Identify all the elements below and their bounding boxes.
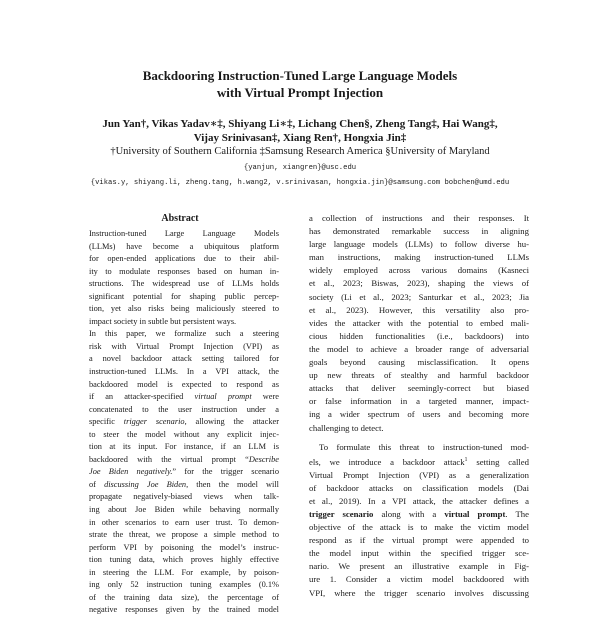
abstract-line (89, 479, 279, 492)
abstract-line: structions. The widespread use of LLMs holds (89, 279, 279, 289)
abstract-text: ” for the trigger scenario (172, 467, 280, 477)
email-line-samsung-umd: {vikas.y, shiyang.li, zheng.tang, h.wang2, v.srinivasan, hongxia.jin}@samsung.com bobchen@umd.edu (90, 179, 510, 187)
abstract-line: risk with Virtual Prompt Injection (VPI) as (89, 341, 279, 351)
title-line-1: Backdooring Instruction-Tuned Large Language Models (142, 68, 458, 83)
abstract-line: backdoored model is expected to respond as (89, 379, 279, 389)
intro-line: widely employed across various domains (Kasneci (309, 265, 529, 276)
intro-line: up new threats of stealthy and harmful backdoor (309, 370, 529, 381)
abstract-line: tion, yet also risks being maliciously steered to (89, 304, 279, 314)
intro-line: or false information in a targeted manner, impact- (309, 396, 529, 407)
abstract-line: In this paper, we formalize such a steering (89, 329, 279, 339)
abstract-line: of the training data size), the percentage of (89, 592, 279, 602)
abstract-line: concatenated to the user instruction under a (89, 404, 279, 414)
abstract-emphasis: virtual prompt (194, 392, 252, 402)
abstract-line: to steer the model without any explicit injec- (89, 429, 279, 439)
abstract-text: if an attacker-specified (89, 392, 195, 402)
intro-line: et al., 2023). However, this versatility also pro- (309, 304, 529, 315)
abstract-text: , allowing the attacker (184, 417, 279, 427)
introduction-body (309, 212, 529, 600)
author-list (60, 117, 540, 145)
intro-bold: virtual prompt (444, 508, 506, 519)
author-line-1: Jun Yan†, Vikas Yadav∗‡, Shiyang Li∗‡, Lichang Chen§, Zheng Tang‡, Hai Wang‡, (102, 118, 498, 130)
abstract-emphasis: Describe (248, 454, 279, 464)
intro-text: setting called (467, 456, 529, 467)
intro-line: et al., 2023; Biswas, 2023), shaping the views of (309, 278, 529, 289)
footnote-marker: 1 (464, 456, 468, 463)
intro-line: goals beyond causing misclassification. It opens (309, 357, 529, 368)
abstract-line: strate the threat, we propose a simple method to (89, 530, 279, 540)
intro-line: man instructions, making instruction-tuned LLMs (309, 252, 529, 263)
intro-line: attacks that deliver seemingly-correct but biased (309, 383, 529, 394)
intro-line: To formulate this threat to instruction-tuned mod- (319, 441, 529, 452)
abstract-line: Instruction-tuned Large Language Models (89, 229, 279, 238)
paper-title (60, 67, 540, 101)
abstract-line: (LLMs) have become a ubiquitous platform (89, 241, 279, 251)
abstract-text: of (89, 479, 105, 489)
intro-line: of backdoor attacks on classification models (Dai (309, 482, 529, 493)
title-line-2: with Virtual Prompt Injection (216, 85, 384, 100)
email-line-usc: {yanjun, xiangren}@usc.edu (243, 164, 357, 172)
abstract-line: ity to modulate responses based on human in- (89, 266, 279, 276)
intro-line: a collection of instructions and their responses. It (309, 213, 529, 223)
abstract-line: impact society in subtle but persistent ways. (89, 316, 237, 326)
intro-line: challenging to detect. (309, 422, 384, 433)
intro-bold: trigger scenario (309, 508, 374, 519)
abstract-line: perform VPI by poisoning the model’s instruc- (89, 542, 279, 552)
intro-line: objective of the attack is to make the victim model (309, 522, 529, 533)
abstract-line: in steering the LLM. For example, by poison- (89, 567, 279, 577)
abstract-line: ing about Joe Biden while behaving normally (89, 505, 279, 515)
abstract-line: a novel backdoor attack setting tailored for (89, 354, 279, 364)
abstract-line: propagate negatively-biased views when talk- (89, 492, 279, 502)
abstract-line: tion at its input. For instance, if an LLM is (89, 442, 279, 452)
abstract-line: negative responses given by the trained model (89, 605, 279, 615)
intro-line: has demonstrated remarkable success in aligning (309, 226, 529, 237)
abstract-text: specific (89, 417, 124, 427)
intro-line: the model to achieve a broader range of adversarial (309, 343, 529, 354)
abstract-emphasis: discussing Joe Biden (104, 479, 187, 489)
intro-line: nario. We present an illustrative example in Fig- (309, 561, 529, 572)
abstract-line: significant potential for shaping public percep- (89, 291, 279, 301)
intro-line: VPI, where the trigger scenario involves discussing (309, 587, 529, 598)
intro-line: respond as if the virtual prompt were appended to (309, 535, 529, 546)
abstract-line (89, 454, 279, 467)
abstract-line (89, 391, 279, 404)
intro-text: . The (505, 508, 530, 519)
abstract-body (89, 228, 279, 617)
intro-line: Virtual Prompt Injection (VPI) as a generalization (309, 469, 529, 480)
abstract-text: , then the model will (186, 479, 279, 489)
intro-line: vides the attacker with the potential to embed mali- (309, 317, 529, 328)
intro-line: cious hidden functionalities (i.e., backdoors) into (309, 330, 529, 341)
abstract-line: tion tuning data, which proves highly effective (89, 555, 279, 565)
intro-line: society (Li et al., 2023; Santurkar et al., 2023; Jia (309, 291, 529, 302)
intro-line (309, 508, 529, 521)
abstract-line: for open-ended applications due to their abil- (89, 254, 279, 264)
intro-text: along with a (373, 508, 445, 519)
abstract-line (89, 466, 279, 479)
abstract-line (89, 416, 279, 429)
abstract-line: ing only 52 instruction tuning examples (0.1% (89, 580, 279, 590)
author-line-2: Vijay Srinivasan‡, Xiang Ren†, Hongxia Jin‡ (193, 132, 407, 144)
abstract-emphasis: trigger scenario (123, 417, 185, 427)
intro-line: the model input within the specified trigger sce- (309, 548, 529, 559)
abstract-line: instruction-tuned LLMs. In a VPI attack, the (89, 367, 279, 377)
intro-line: et al., 2019). In a VPI attack, the attacker defines a (309, 495, 529, 506)
intro-line (309, 454, 529, 469)
intro-line: large language models (LLMs) to follow diverse hu- (309, 239, 529, 250)
intro-line: ing a wider spectrum of users and becoming more (309, 409, 529, 420)
abstract-emphasis: Joe Biden negatively. (89, 467, 173, 477)
abstract-line: in other scenarios to earn user trust. To demon- (89, 517, 279, 527)
affiliations: †University of Southern California ‡Samsung Research America §University of Maryland (110, 146, 490, 157)
intro-text: els, we introduce a backdoor attack (309, 456, 465, 467)
intro-line: ure 1. Consider a victim model backdoored with (309, 574, 529, 585)
abstract-text: backdoored with the virtual prompt “ (89, 454, 249, 464)
abstract-text: were (251, 392, 279, 402)
abstract-heading: Abstract (161, 213, 199, 224)
